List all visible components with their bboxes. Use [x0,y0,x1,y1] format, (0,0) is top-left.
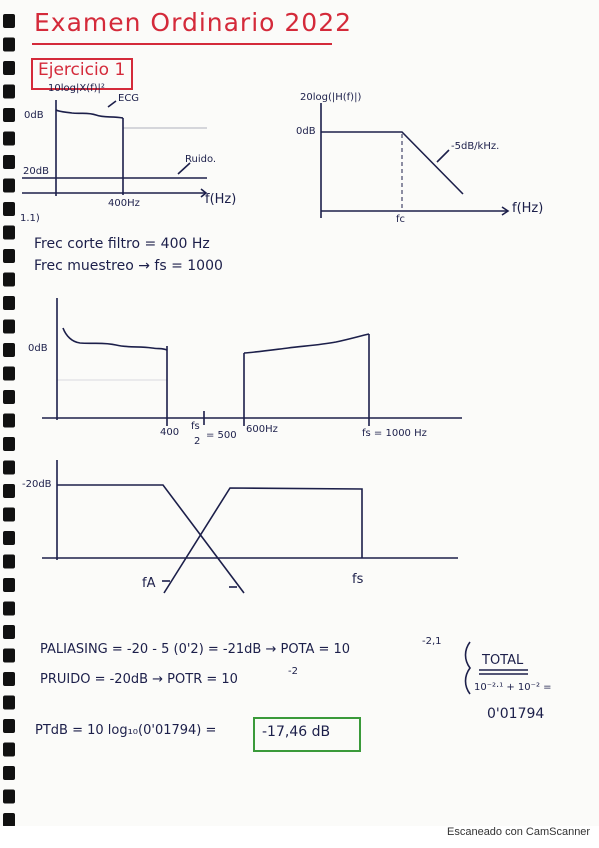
eq-ptdb: PTdB = 10 log₁₀(0'01794) = [35,723,217,738]
graph2-xlabel: f(Hz) [512,201,544,216]
graph3-x-fs2-den: 2 [194,436,201,447]
text-line-1: Frec corte filtro = 400 Hz [34,236,210,252]
graph1-ylabel: 10log|X(f)|² [48,83,105,94]
graph3-y-tick: 0dB [28,343,48,354]
scanner-footer: Escaneado con CamScanner [447,826,591,838]
graph4-x-fs: fs [352,572,364,587]
graph3-x-fs2-val: = 500 [206,430,237,441]
graph4-x-fa: fA [142,576,156,591]
eq-ruido-exp: -2 [288,666,298,677]
graph2-slope-label: -5dB/kHz. [451,141,500,152]
eq-aliasing-exp: -2,1 [422,636,442,647]
page-title: Examen Ordinario 2022 [34,8,353,37]
graph1-y-top: 0dB [24,110,44,121]
eq-total-sum: 10⁻²·¹ + 10⁻² = [474,682,552,693]
graph1-noise-label: Ruido. [185,154,217,165]
graph3-x-fs2-num: fs [191,421,200,432]
eq-result: -17,46 dB [262,724,331,740]
graph2-x-tick: fc [396,214,406,225]
graph2-y-tick: 0dB [296,126,316,137]
graph1-x-tick: 400Hz [108,198,140,209]
graph4-y-tick: -20dB [22,479,52,490]
graph3-x-600: 600Hz [246,424,278,435]
graph4-axes [42,460,458,593]
graph3-axes [42,298,462,426]
title-underline [32,43,332,45]
graph1-axes [22,100,207,197]
eq-ruido: PRUIDO = -20dB → POTR = 10 [40,672,238,687]
eq-total-label: TOTAL [482,653,524,668]
text-line-2: Frec muestreo → fs = 1000 [34,258,223,274]
graph2-axes [321,103,508,218]
eq-aliasing: PALIASING = -20 - 5 (0'2) = -21dB → POTA = 10 [40,642,351,657]
graph1-xlabel: f(Hz) [205,192,237,207]
graph3-x-400: 400 [160,427,180,438]
graph1-signal-label: ECG [118,93,140,104]
graph3-x-fs: fs = 1000 Hz [362,428,427,439]
graph1-y-bottom: 20dB [23,166,49,177]
exercise-label: Ejercicio 1 [38,60,126,80]
eq-total-value: 0'01794 [487,706,545,722]
section-label: 1.1) [20,213,40,224]
graph2-ylabel: 20log(|H(f)|) [300,92,362,103]
